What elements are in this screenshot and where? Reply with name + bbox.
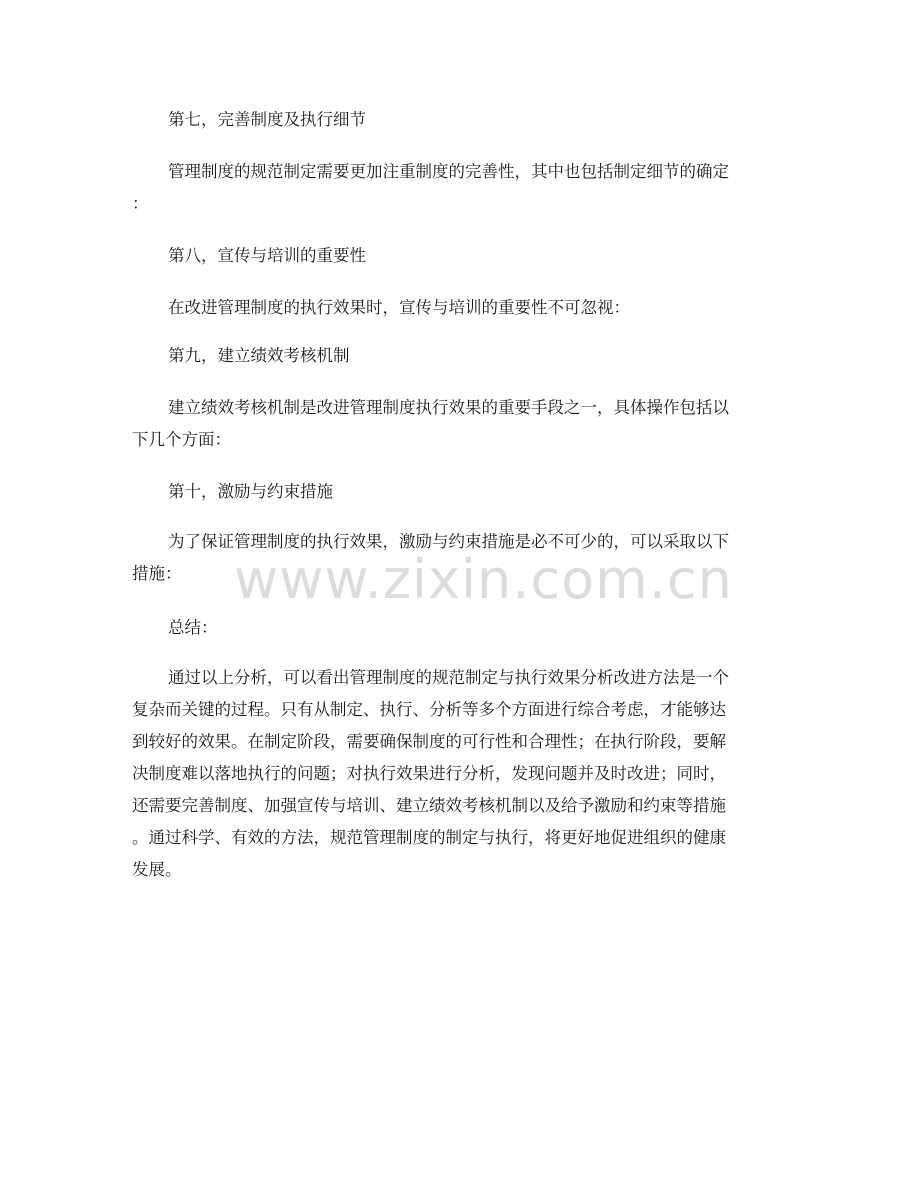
watermark: www.zixin.com.cn	[234, 548, 733, 611]
heading-eighth	[132, 240, 802, 272]
text-line: 建立绩效考核机制是改进管理制度执行效果的重要手段之一，具体操作包括以	[168, 398, 729, 417]
text-line: 第八，宣传与培训的重要性	[168, 246, 366, 265]
text-line: 在改进管理制度的执行效果时，宣传与培训的重要性不可忽视：	[168, 298, 630, 317]
text-line: 第九，建立绩效考核机制	[168, 346, 350, 365]
text-line: 管理制度的规范制定需要更加注重制度的完善性，其中也包括制定细节的确定	[168, 162, 729, 181]
paragraph-ninth	[132, 392, 802, 456]
heading-seventh	[132, 104, 802, 136]
text-line: 为了保证管理制度的执行效果，激励与约束措施是必不可少的，可以采取以下	[168, 532, 729, 551]
heading-summary	[132, 612, 802, 644]
text-line: 发展。	[132, 860, 182, 879]
text-line: ：	[132, 194, 149, 213]
text-line: 到较好的效果。在制定阶段，需要确保制度的可行性和合理性；在执行阶段，要解	[132, 732, 726, 751]
paragraph-summary	[132, 662, 802, 886]
heading-tenth	[132, 476, 802, 508]
text-line: 第十，激励与约束措施	[168, 482, 333, 501]
text-line: 复杂而关键的过程。只有从制定、执行、分析等多个方面进行综合考虑，才能够达	[132, 700, 726, 719]
heading-ninth	[132, 340, 802, 372]
text-line: 决制度难以落地执行的问题；对执行效果进行分析，发现问题并及时改进；同时，	[132, 764, 726, 783]
text-line: 措施：	[132, 564, 182, 583]
text-line: 下几个方面：	[132, 430, 231, 449]
text-line: 还需要完善制度、加强宣传与培训、建立绩效考核机制以及给予激励和约束等措施	[132, 796, 726, 815]
text-line: 。通过科学、有效的方法，规范管理制度的制定与执行，将更好地促进组织的健康	[132, 828, 726, 847]
text-line: 通过以上分析，可以看出管理制度的规范制定与执行效果分析改进方法是一个	[168, 668, 729, 687]
text-line: 总结：	[168, 618, 218, 637]
paragraph-eighth	[132, 292, 802, 324]
paragraph-seventh	[132, 156, 802, 220]
text-line: 第七，完善制度及执行细节	[168, 110, 366, 129]
